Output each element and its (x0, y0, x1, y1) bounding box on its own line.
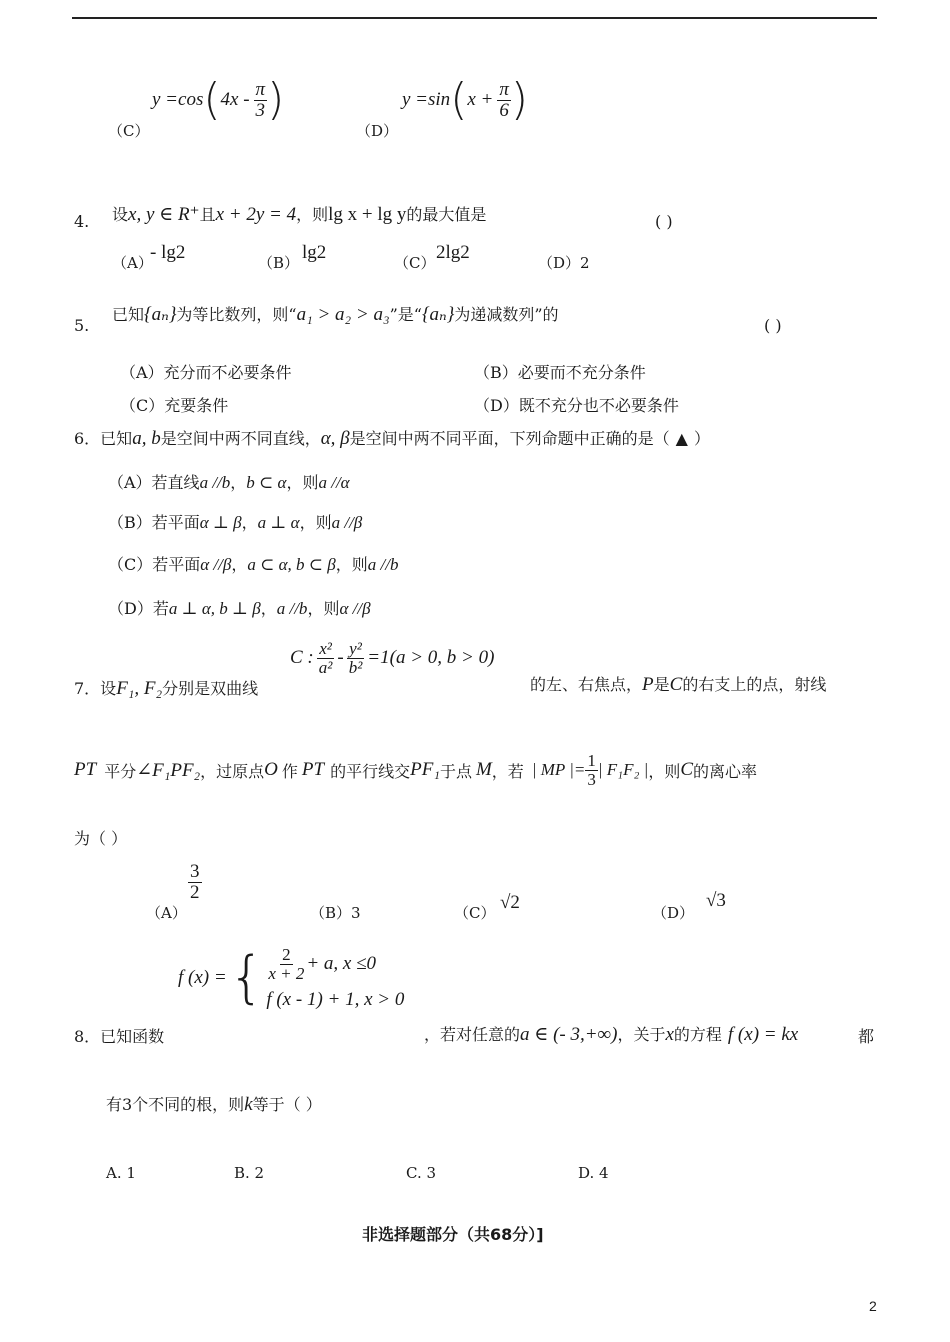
q7-mid1: 分别是双曲线 (162, 679, 259, 698)
q6-c-m1: α //β (200, 555, 232, 574)
q4-option-b-label: （B） (258, 254, 300, 272)
q6-a-label: （A）若直线 (108, 473, 200, 492)
q5-number: 5. (74, 316, 90, 335)
q4-option-d: （D）2 (538, 254, 590, 272)
q7-l2-h: 的离心率 (693, 761, 758, 781)
q8-l2-a: 有3个不同的根，则 (106, 1095, 245, 1114)
q6-d-c2: ，则 (307, 599, 340, 618)
q7-M: M (475, 759, 492, 781)
q8-f-pre: f (x) = (178, 967, 227, 989)
section-title: 非选择题部分（共68分）] (362, 1225, 544, 1244)
q3-c-inner: 4x - (220, 89, 250, 110)
q7-l2-d: 的平行线交 (330, 761, 411, 781)
q4-number: 4. (74, 212, 90, 231)
q8-k: k (244, 1094, 253, 1115)
q5-seq: {aₙ} (144, 304, 177, 325)
q7-frac-den: 3 (587, 769, 596, 789)
q3-d-func: y =sin (402, 89, 451, 110)
q6-c-m2: a ⊂ α, b ⊂ β (247, 555, 336, 574)
q7-option-c: √2 (500, 892, 520, 913)
q5-cond: a₁ > a₂ > a₃ (296, 304, 390, 325)
q6-b-m1: α ⊥ β (199, 513, 242, 532)
q6-option-d (108, 596, 371, 619)
q7-y2: y² (349, 639, 362, 658)
q3-option-d-expr (402, 74, 529, 125)
q4-cond: x, y ∈ R⁺ (128, 204, 200, 225)
q7-mid2: 的左、右焦点， (530, 675, 643, 694)
q7-P: P (642, 674, 654, 695)
q8-option-a: A. 1 (106, 1164, 136, 1182)
q4-comma: ，则 (296, 205, 329, 224)
q4-tail: 的最大值是 (406, 205, 487, 224)
q3-d-frac-num: π (499, 78, 509, 100)
q6-close: ） (693, 429, 710, 448)
q6-a-c2: ，则 (286, 473, 319, 492)
q7-option-d-label: （D） (652, 904, 695, 922)
q8-brace: { (228, 945, 265, 1011)
q6-alpha-beta: α, β (320, 428, 350, 449)
q7-frac-y (347, 640, 365, 677)
q6-a-m3: a //α (318, 473, 350, 492)
q7-opt-a-num: 3 (190, 861, 200, 882)
q3-option-c-expr (152, 74, 285, 125)
q4-stem (112, 202, 486, 226)
q7-PT: PT (74, 759, 97, 781)
q5-stem (112, 302, 559, 326)
q5-mid3: 为递减数列”的 (454, 305, 559, 324)
q7-third-frac (585, 752, 598, 789)
header-rule (72, 17, 877, 19)
q3-c-frac-num: π (255, 78, 266, 100)
q6-triangle: ▲ (675, 429, 688, 448)
q6-b-m2: a ⊥ α (257, 513, 300, 532)
q7-lead: 7．设 (74, 679, 117, 698)
q7-l2-g: ，则 (648, 761, 681, 781)
q7-PT2: PT (301, 759, 325, 781)
q3-d-frac-den: 6 (499, 99, 509, 121)
q6-c-m3: a //b (367, 555, 399, 574)
q7-l2-b: ，过原点 (200, 761, 265, 781)
q3-d-lparen: ( (450, 74, 468, 125)
q5-option-a: （A）充分而不必要条件 (120, 363, 292, 382)
q7-mp: | MP |= (531, 760, 586, 780)
q6-a-c1: ， (230, 473, 247, 492)
q7-curve-post: =1(a > 0, b > 0) (367, 647, 495, 669)
q8-case1-frac (266, 946, 306, 983)
q7-x2: x² (319, 639, 332, 658)
q8-line-2 (106, 1092, 322, 1116)
q3-d-inner: x + (467, 89, 494, 110)
q6-a-m1: a //b (199, 473, 231, 492)
q3-d-frac (497, 80, 511, 121)
q7-option-b: （B）3 (310, 904, 361, 922)
page-number: 2 (869, 1298, 877, 1314)
q6-b-m3: a //β (331, 513, 363, 532)
q5-option-b: （B）必要而不充分条件 (474, 363, 646, 382)
q3-c-func: y =cos (152, 89, 204, 110)
q6-c-c2: ，则 (335, 555, 368, 574)
q8-mid1: ，若对任意的 (424, 1025, 521, 1044)
q7-l2-c: 作 (281, 761, 298, 781)
q6-d-m1: a ⊥ α, b ⊥ β (168, 599, 261, 618)
q5-option-d: （D）既不充分也不必要条件 (474, 396, 679, 415)
q5-mid2: ”是“ (389, 305, 422, 324)
q7-f1f2: | F₁F₂ | (597, 760, 649, 780)
q5-lead: 已知 (112, 305, 145, 324)
q8-function (178, 946, 404, 1011)
q4-answer-blank: ( ) (655, 212, 673, 231)
q6-a-m2: b ⊂ α (246, 473, 287, 492)
q8-x: x (665, 1024, 674, 1045)
q5-seq2: {aₙ} (421, 304, 455, 325)
q6-d-c1: ， (260, 599, 277, 618)
q8-case1-post: + a, x ≤0 (306, 953, 377, 975)
q3-d-rparen: ) (510, 74, 529, 125)
q7-line-2 (74, 752, 757, 789)
q8-case1-den: x + 2 (268, 963, 305, 983)
q6-d-m2: a //b (276, 599, 308, 618)
q8-case-1 (266, 946, 404, 983)
q3-c-frac-den: 3 (255, 99, 266, 121)
q7-option-a (188, 862, 202, 903)
q6-mid2: 是空间中两不同平面，下列命题中正确的是（ (349, 429, 670, 448)
q4-and: 且 (199, 205, 216, 224)
q7-l2-e: 于点 (439, 761, 472, 781)
q7-angle: ∠F₁PF₂ (136, 759, 201, 781)
q7-curve-pre: C : (290, 647, 314, 669)
q6-option-a (108, 470, 350, 493)
q7-foci: F₁, F₂ (116, 678, 163, 699)
q6-b-c2: ，则 (299, 513, 332, 532)
q7-frac-x (317, 640, 335, 677)
q7-frac-num: 1 (587, 751, 596, 770)
q8-option-c: C. 3 (406, 1164, 437, 1182)
q7-option-a-frac (188, 862, 202, 903)
q8-case-2: f (x - 1) + 1, x > 0 (266, 988, 405, 1010)
q7-mid4: 的右支上的点，射线 (682, 675, 827, 694)
q4-option-b: lg2 (302, 242, 327, 263)
q8-tail: 都 (858, 1027, 875, 1046)
q6-lead: 6．已知 (74, 429, 133, 448)
q5-mid1: 为等比数列，则“ (176, 305, 297, 324)
q8-cases (266, 946, 404, 1011)
q6-b-c1: ， (241, 513, 258, 532)
q7-C2: C (680, 759, 694, 781)
q7-option-d: √3 (706, 890, 726, 911)
q7-C: C (669, 674, 683, 695)
q7-b2: b² (348, 657, 363, 677)
q7-hyperbola (290, 640, 494, 677)
q7-a2: a² (318, 657, 333, 677)
q7-PF1: PF₁ (410, 759, 440, 781)
q3-option-d-label: （D） (356, 122, 399, 140)
q7-option-c-label: （C） (454, 904, 496, 922)
q8-eq: f (x) = kx (727, 1024, 799, 1045)
q4-option-a: - lg2 (150, 242, 186, 263)
q7-opt-a-den: 2 (190, 881, 200, 903)
q6-stem (74, 426, 710, 450)
q6-b-label: （B）若平面 (108, 513, 200, 532)
q7-option-a-label: （A） (146, 904, 187, 922)
q4-expr: lg x + lg y (328, 204, 407, 225)
q6-option-b (108, 510, 362, 533)
q7-mid3: 是 (653, 675, 670, 694)
q8-option-b: B. 2 (234, 1164, 265, 1182)
q7-l2-a: 平分 (104, 761, 137, 781)
q6-d-label: （D）若 (108, 599, 169, 618)
q8-mid2: ，关于 (617, 1025, 666, 1044)
q4-lead: 设 (112, 205, 129, 224)
q7-stem-tail (530, 672, 826, 696)
q4-eq: x + 2y = 4 (215, 204, 297, 225)
q7-O: O (264, 759, 278, 781)
q8-l2-b: 等于（ ） (252, 1095, 322, 1114)
q7-stem-lead (74, 676, 258, 700)
q5-option-c: （C）充要条件 (120, 396, 229, 415)
q6-c-label: （C）若平面 (108, 555, 201, 574)
q8-mid3: 的方程 (673, 1025, 722, 1044)
q7-minus: - (337, 647, 344, 669)
q4-option-c-label: （C） (394, 254, 436, 272)
q4-option-c: 2lg2 (436, 242, 470, 263)
q6-ab: a, b (132, 428, 161, 449)
q5-answer-blank: ( ) (764, 316, 782, 335)
q8-case1-num: 2 (282, 945, 291, 964)
q7-l2-f: ，若 (491, 761, 524, 781)
q3-c-lparen: ( (203, 74, 221, 125)
q6-d-m3: α //β (339, 599, 371, 618)
q6-mid1: 是空间中两不同直线， (160, 429, 321, 448)
q7-line-3: 为（ ） (74, 829, 128, 848)
q8-option-d: D. 4 (578, 1164, 609, 1182)
q8-lead: 8．已知函数 (74, 1027, 165, 1046)
q8-stem-tail (424, 1004, 798, 1046)
q3-option-c-label: （C） (108, 122, 150, 140)
q8-a-range: a ∈ (- 3,+∞) (520, 1024, 618, 1045)
q4-option-a-label: （A） (112, 254, 153, 272)
q3-c-frac (254, 80, 268, 121)
q6-option-c (108, 552, 398, 575)
q3-c-rparen: ) (267, 74, 285, 125)
q6-c-c1: ， (231, 555, 248, 574)
